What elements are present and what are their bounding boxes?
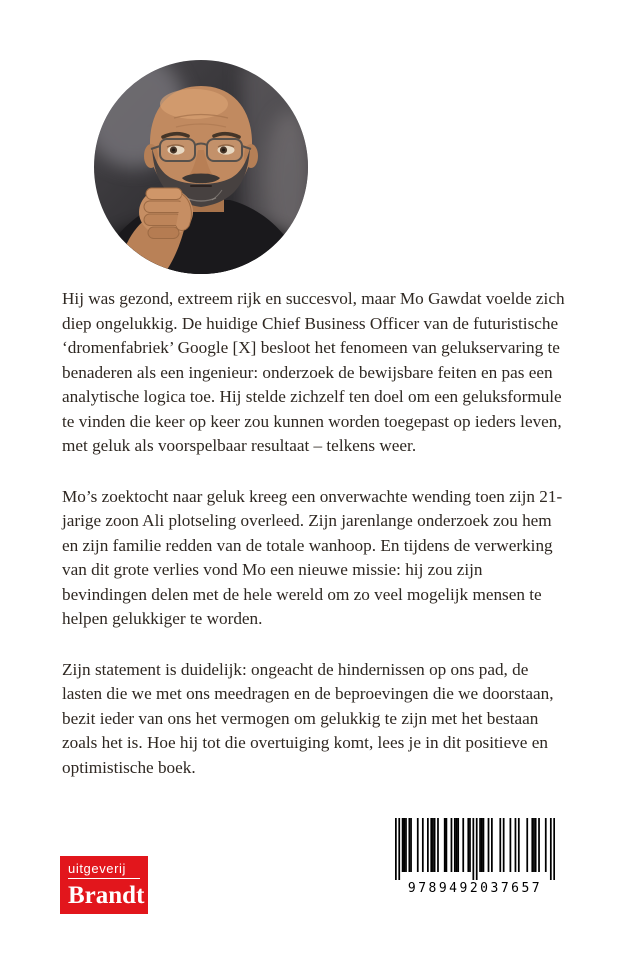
portrait-photo — [94, 60, 308, 274]
publisher-name-top: uitgeverij — [68, 861, 140, 879]
barcode — [390, 818, 560, 910]
publisher-logo — [60, 856, 148, 914]
barcode-number: 9789492037657 — [407, 881, 543, 896]
barcode-bars — [395, 818, 555, 880]
blurb-paragraph-3: Zijn statement is duidelijk: ongeacht de hindernissen op ons pad, de lasten die we met ons meedragen en de beproevingen die we doorstaan, bezit ieder van ons het vermogen om gelukkig te zijn met het bestaan zoals het is. Hoe hij tot die overtuiging komt, lees je in dit positieve en optimistische boek. — [62, 659, 554, 777]
publisher-name: Brandt — [68, 882, 145, 909]
blurb-paragraph-1: Hij was gezond, extreem rijk en succesvol, maar Mo Gawdat voelde zich diep ongelukkig. De huidige Chief Business Officer van de futuristische ‘dromenfabriek’ Google [X] besloot het fenomeen van gelukservaring te benaderen als een ingenieur: onderzoek de bewijsbare feiten en pas een analytische logica toe. Hij stelde zichzelf ten doel om een geluksformule te vinden die keer op keer zou kunnen worden toegepast op ieders leven, met geluk als voorspelbaar resultaat – telkens weer. — [62, 289, 565, 455]
author-photo — [94, 60, 308, 274]
blurb — [62, 287, 568, 806]
blurb-paragraph-2: Mo’s zoektocht naar geluk kreeg een onverwachte wending toen zijn 21-jarige zoon Ali plotseling overleed. Zijn jarenlange onderzoek zou hem en zijn familie redden van de totale wanhoop. En tijdens de verwerking van dit grote verlies vond Mo een nieuwe missie: hij zou zijn bevindingen delen met de hele wereld om zo veel mogelijk mensen te helpen gelukkiger te worden. — [62, 486, 563, 628]
